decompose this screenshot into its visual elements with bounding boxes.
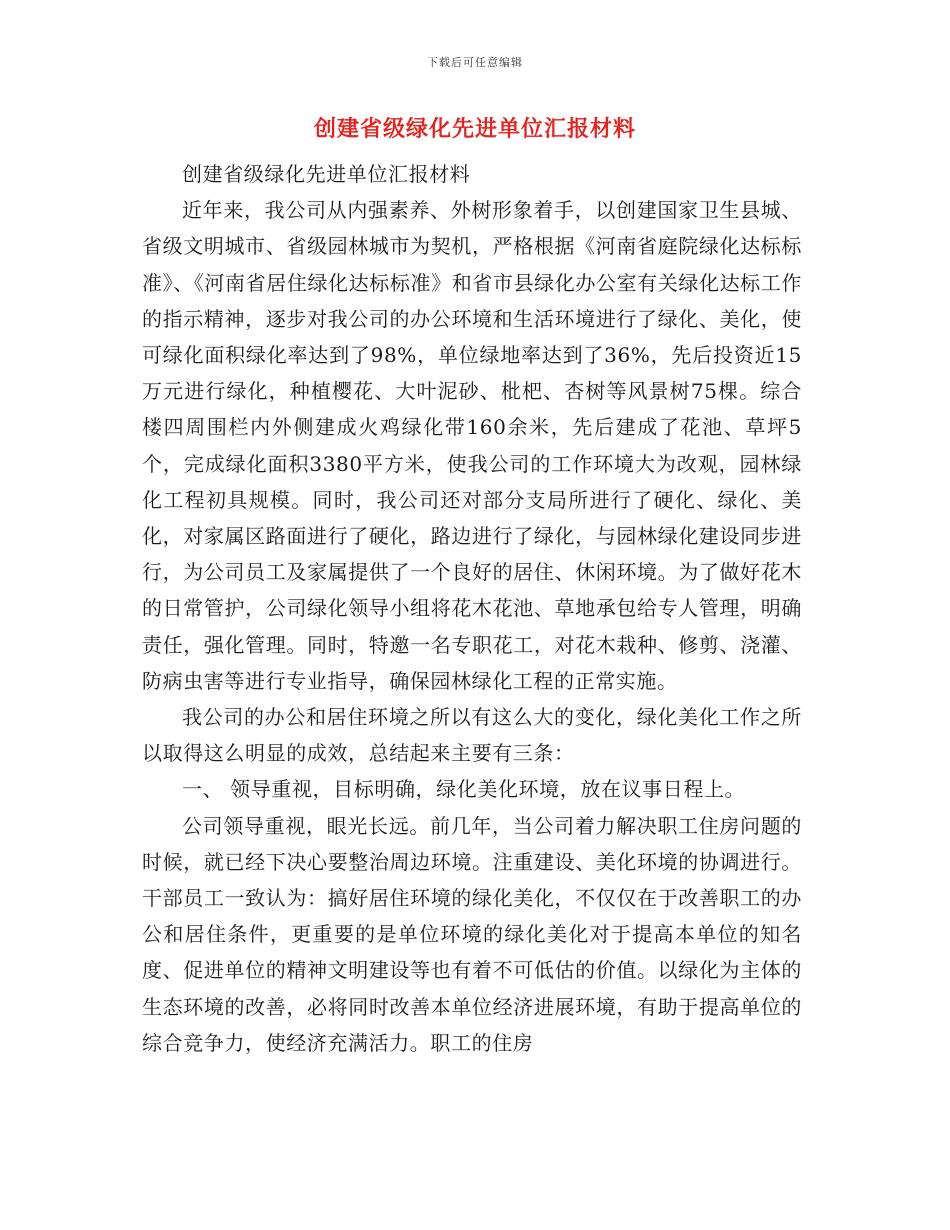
paragraph: 近年来，我公司从内强素养、外树形象着手，以创建国家卫生县城、省级文明城市、省级园林城市为契机，严格根据《河南省庭院绿化达标标准》、《河南省居住绿化达标标准》和省市县绿化办公室有关绿化达标工作的指示精神，逐步对我公司的办公环境和生活环境进行了绿化、美化，使可绿化面积绿化率达到了98%，单位绿地率达到了36%，先后投资近15万元进行绿化，种植樱花、大叶泥砂、枇杷、杏树等风景树75棵。综合楼四周围栏内外侧建成火鸡绿化带160余米，先后建成了花池、草坪5个，完成绿化面积3380平方米，使我公司的工作环境大为改观，园林绿化工程初具规模。同时，我公司还对部分支局所进行了硬化、绿化、美化，对家属区路面进行了硬化，路边进行了绿化，与园林绿化建设同步进行，为公司员工及家属提供了一个良好的居住、休闲环境。为了做好花木的日常管护，公司绿化领导小组将花木花池、草地承包给专人管理，明确责任，强化管理。同时，特邀一名专职花工，对花木栽种、修剪、浇灌、防病虫害等进行专业指导，确保园林绿化工程的正常实施。 [142,198,802,693]
paragraph: 我公司的办公和居住环境之所以有这么大的变化，绿化美化工作之所以取得这么明显的成效，总结起来主要有三条： [142,705,802,766]
section-heading: 一、 领导重视，目标明确，绿化美化环境，放在议事日程上。 [182,777,746,802]
paragraph: 公司领导重视，眼光长远。前几年，当公司着力解决职工住房问题的时候，就已经下决心要整治周边环境。注重建设、美化环境的协调进行。干部员工一致认为：搞好居住环境的绿化美化，不仅仅在于改善职工的办公和居住条件，更重要的是单位环境的绿化美化对于提高本单位的知名度、促进单位的精神文明建设等也有着不可低估的价值。以绿化为主体的生态环境的改善，必将同时改善本单位经济进展环境，有助于提高单位的综合竞争力，使经济充满活力。职工的住房 [142,813,802,1055]
paragraph-subtitle: 创建省级绿化先进单位汇报材料 [182,162,471,186]
document-title: 创建省级绿化先进单位汇报材料 [313,117,636,142]
document-body [142,156,802,1061]
header-note: 下载后可任意编辑 [427,56,523,69]
